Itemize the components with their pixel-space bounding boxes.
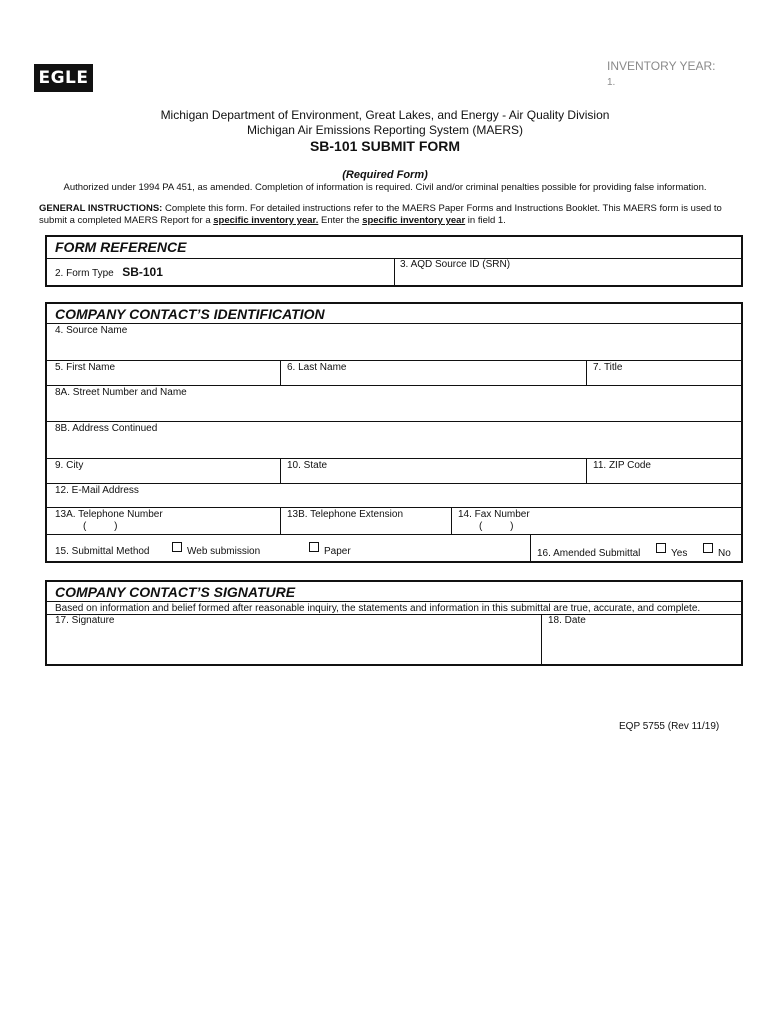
email-field[interactable]: 12. E-Mail Address: [55, 485, 139, 496]
form-reference-heading: FORM REFERENCE: [55, 239, 187, 255]
divider: [586, 360, 587, 385]
paper-checkbox[interactable]: [309, 542, 319, 552]
date-field[interactable]: 18. Date: [548, 615, 586, 626]
fax-parens: ( ): [479, 521, 514, 532]
aqd-source-id-field[interactable]: 3. AQD Source ID (SRN): [400, 259, 511, 270]
form-number: EQP 5755 (Rev 11/19): [619, 721, 720, 732]
signature-field[interactable]: 17. Signature: [55, 615, 115, 626]
last-name-field[interactable]: 6. Last Name: [287, 362, 347, 373]
divider: [530, 534, 531, 561]
form-title: SB-101 SUBMIT FORM: [309, 138, 461, 154]
telephone-extension-field[interactable]: 13B. Telephone Extension: [287, 509, 404, 520]
address-continued-field[interactable]: 8B. Address Continued: [55, 423, 158, 434]
instructions-underline-1: specific inventory year.: [213, 215, 319, 226]
zip-code-field[interactable]: 11. ZIP Code: [593, 460, 651, 471]
divider: [47, 483, 741, 484]
form-type-label: 2. Form Type: [55, 268, 114, 279]
submittal-method-label: 15. Submittal Method: [55, 546, 150, 557]
amended-yes-checkbox[interactable]: [656, 543, 666, 553]
telephone-number-field[interactable]: 13A. Telephone Number: [55, 509, 163, 520]
divider: [47, 458, 741, 459]
amended-no-checkbox[interactable]: [703, 543, 713, 553]
form-type-value: SB-101: [122, 265, 163, 279]
city-field[interactable]: 9. City: [55, 460, 84, 471]
divider: [280, 507, 281, 534]
divider: [541, 614, 542, 664]
divider: [451, 507, 452, 534]
authorization-statement: Authorized under 1994 PA 451, as amended. Completion of information is required. Civil and/or criminal penalties possible for providing false information.: [63, 182, 707, 193]
divider: [47, 507, 741, 508]
amended-yes-label: Yes: [671, 548, 688, 559]
divider: [47, 360, 741, 361]
divider: [47, 385, 741, 386]
web-submission-checkbox[interactable]: [172, 542, 182, 552]
instructions-text-1: Complete this form. For detailed instructions refer to the MAERS Paper Forms and Instructions Booklet. This MAERS form is used to submit a completed MAERS Report for a: [39, 203, 722, 226]
divider: [47, 614, 741, 615]
divider: [47, 601, 741, 602]
paper-label: Paper: [324, 546, 351, 557]
inventory-year-label: INVENTORY YEAR:: [607, 59, 716, 73]
divider: [280, 458, 281, 483]
divider: [586, 458, 587, 483]
inventory-year-value[interactable]: 1.: [607, 77, 616, 88]
divider: [47, 534, 741, 535]
divider: [47, 421, 741, 422]
state-field[interactable]: 10. State: [287, 460, 328, 471]
required-form-note: (Required Form): [342, 169, 428, 181]
amended-submittal-label: 16. Amended Submittal: [537, 548, 641, 559]
contact-identification-section: [45, 302, 743, 563]
form-reference-section: [45, 235, 743, 287]
divider: [280, 360, 281, 385]
egle-logo: EGLE: [34, 64, 93, 92]
signature-heading: COMPANY CONTACT’S SIGNATURE: [55, 584, 296, 600]
instructions-label: GENERAL INSTRUCTIONS:: [39, 203, 163, 214]
certification-statement: Based on information and belief formed after reasonable inquiry, the statements and information in this submittal are true, accurate, and complete.: [55, 603, 701, 614]
amended-no-label: No: [718, 548, 731, 559]
general-instructions: [39, 203, 739, 227]
title-field[interactable]: 7. Title: [593, 362, 623, 373]
divider: [394, 258, 395, 285]
web-submission-label: Web submission: [187, 546, 261, 557]
form-type-field[interactable]: [55, 263, 163, 281]
source-name-field[interactable]: 4. Source Name: [55, 325, 128, 336]
signature-section: [45, 580, 743, 666]
telephone-parens: ( ): [83, 521, 118, 532]
fax-number-field[interactable]: 14. Fax Number: [458, 509, 530, 520]
department-name: Michigan Department of Environment, Great Lakes, and Energy - Air Quality Division: [160, 108, 610, 122]
first-name-field[interactable]: 5. First Name: [55, 362, 116, 373]
instructions-underline-2: specific inventory year: [362, 215, 466, 226]
instructions-text-3: in field 1.: [465, 215, 506, 226]
street-field[interactable]: 8A. Street Number and Name: [55, 387, 187, 398]
divider: [47, 323, 741, 324]
contact-identification-heading: COMPANY CONTACT’S IDENTIFICATION: [55, 306, 325, 322]
system-name: Michigan Air Emissions Reporting System (MAERS): [246, 123, 524, 137]
instructions-text-2: Enter the: [318, 215, 363, 226]
